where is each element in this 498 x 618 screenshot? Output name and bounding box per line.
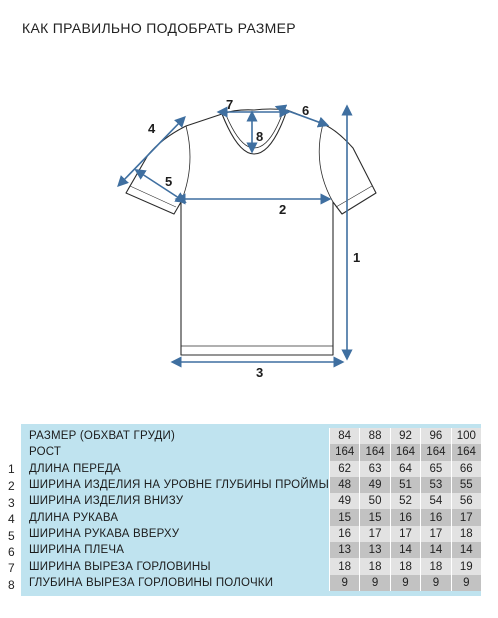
cell: 9	[390, 575, 420, 591]
cell: 50	[360, 493, 390, 509]
cell: 51	[390, 477, 420, 493]
cell: 62	[329, 461, 359, 477]
cell: 17	[360, 526, 390, 542]
cell: 9	[360, 575, 390, 591]
cell: 16	[329, 526, 359, 542]
cell: 15	[329, 509, 359, 525]
cell: 66	[451, 461, 481, 477]
cell: 56	[451, 493, 481, 509]
row-label: ДЛИНА РУКАВА	[25, 509, 329, 525]
arrow-sleeve-width	[139, 172, 182, 200]
row-label: ШИРИНА ПЛЕЧА	[25, 542, 329, 558]
cell: 18	[421, 558, 451, 574]
table-row	[25, 493, 481, 509]
label-hem: 3	[256, 365, 264, 380]
cell: 16	[390, 509, 420, 525]
table-row-header	[25, 428, 481, 444]
label-neck-depth: 8	[256, 129, 264, 144]
row-number: 4	[8, 512, 15, 526]
cell: 18	[390, 558, 420, 574]
cell: 17	[421, 526, 451, 542]
cell: 9	[451, 575, 481, 591]
cell: 96	[421, 428, 451, 444]
cell: 54	[421, 493, 451, 509]
cell: 16	[421, 509, 451, 525]
table-row	[25, 477, 481, 493]
cell: 13	[360, 542, 390, 558]
table-row	[25, 509, 481, 525]
label-shoulder: 6	[302, 103, 310, 118]
cell: 14	[390, 542, 420, 558]
row-number: 7	[8, 561, 15, 575]
table-row	[25, 461, 481, 477]
cell: 48	[329, 477, 359, 493]
cell: 88	[360, 428, 390, 444]
table-row	[25, 575, 481, 591]
row-label: ШИРИНА ВЫРЕЗА ГОРЛОВИНЫ	[25, 558, 329, 574]
page-title: КАК ПРАВИЛЬНО ПОДОБРАТЬ РАЗМЕР	[22, 20, 296, 36]
size-table-panel	[21, 424, 481, 596]
cell: 13	[329, 542, 359, 558]
cell: 49	[329, 493, 359, 509]
row-number: 2	[8, 479, 15, 493]
cell: 14	[451, 542, 481, 558]
cell: 52	[390, 493, 420, 509]
cell: 164	[360, 444, 390, 460]
table-row	[25, 558, 481, 574]
measurement-arrows	[121, 108, 347, 362]
cell: 14	[421, 542, 451, 558]
cell: 164	[451, 444, 481, 460]
tshirt-outline	[126, 109, 376, 355]
row-label: ШИРИНА РУКАВА ВВЕРХУ	[25, 526, 329, 542]
cell: 15	[360, 509, 390, 525]
cell: 17	[390, 526, 420, 542]
table-row	[25, 526, 481, 542]
cell: 9	[421, 575, 451, 591]
cell: 17	[451, 509, 481, 525]
row-label: РОСТ	[25, 444, 329, 460]
cell: 65	[421, 461, 451, 477]
row-label: ГЛУБИНА ВЫРЕЗА ГОРЛОВИНЫ ПОЛОЧКИ	[25, 575, 329, 591]
row-label: РАЗМЕР (ОБХВАТ ГРУДИ)	[25, 428, 329, 444]
label-sleeve-length: 4	[148, 121, 156, 136]
row-label: ШИРИНА ИЗДЕЛИЯ ВНИЗУ	[25, 493, 329, 509]
cell: 18	[451, 526, 481, 542]
table-row-height	[25, 444, 481, 460]
cell: 18	[360, 558, 390, 574]
table-row	[25, 542, 481, 558]
row-label: ДЛИНА ПЕРЕДА	[25, 461, 329, 477]
row-number: 3	[8, 496, 15, 510]
label-sleeve-width: 5	[165, 174, 173, 189]
size-table	[25, 428, 481, 591]
cell: 55	[451, 477, 481, 493]
cell: 63	[360, 461, 390, 477]
row-number: 5	[8, 529, 15, 543]
cell: 164	[329, 444, 359, 460]
cell: 164	[421, 444, 451, 460]
cell: 9	[329, 575, 359, 591]
cell: 18	[329, 558, 359, 574]
row-label: ШИРИНА ИЗДЕЛИЯ НА УРОВНЕ ГЛУБИНЫ ПРОЙМЫ	[25, 477, 329, 493]
row-number: 1	[8, 462, 15, 476]
cell: 84	[329, 428, 359, 444]
label-neck-width: 7	[226, 97, 234, 112]
cell: 64	[390, 461, 420, 477]
cell: 19	[451, 558, 481, 574]
row-number: 6	[8, 545, 15, 559]
cell: 92	[390, 428, 420, 444]
cell: 49	[360, 477, 390, 493]
cell: 100	[451, 428, 481, 444]
cell: 53	[421, 477, 451, 493]
label-length: 1	[353, 250, 361, 265]
label-chest: 2	[279, 202, 287, 217]
cell: 164	[390, 444, 420, 460]
row-number: 8	[8, 578, 15, 592]
